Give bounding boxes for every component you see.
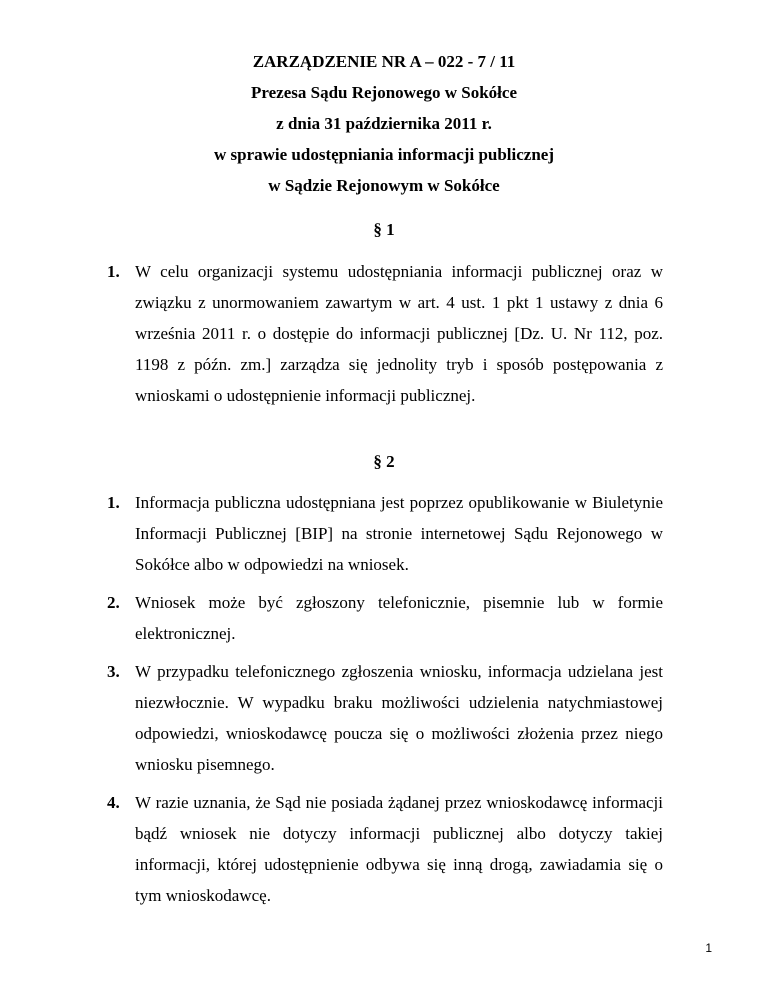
list-item	[107, 656, 663, 780]
item-number: 4.	[107, 793, 120, 812]
section-title: § 2	[373, 452, 395, 471]
list-item	[107, 256, 663, 411]
subject-line: w sprawie udostępniania informacji publicznej	[213, 145, 555, 164]
list-item	[107, 487, 663, 580]
item-text: W celu organizacji systemu udostępniania informacji publicznej oraz w związku z unormowaniem zawartym w art. 4 ust. 1 pkt 1 ustawy z dnia 6 września 2011 r. o dostępie do informacji publicznej [Dz. U. Nr 112, poz. 1198 z późn. zm.] zarządza się jednolity tryb i sposób postępowania z wnioskami o udostępnienie informacji publicznej.	[135, 262, 663, 405]
section-title: § 1	[373, 220, 395, 239]
list-item	[107, 787, 663, 911]
item-text: Informacja publiczna udostępniana jest poprzez opublikowanie w Biuletynie Informacji Publicznej [BIP] na stronie internetowej Sądu Rejonowego w Sokółce albo w odpowiedzi na wniosek.	[135, 493, 663, 574]
item-number: 1.	[107, 493, 120, 512]
ordinance-title: ZARZĄDZENIE NR A – 022 - 7 / 11	[252, 52, 516, 71]
document-header	[0, 46, 768, 201]
issuer-line: Prezesa Sądu Rejonowego w Sokółce	[251, 83, 517, 102]
subject-line-continued: w Sądzie Rejonowym w Sokółce	[268, 176, 500, 195]
item-number: 1.	[107, 262, 120, 281]
item-text: Wniosek może być zgłoszony telefonicznie, pisemnie lub w formie elektronicznej.	[135, 593, 663, 643]
item-text: W razie uznania, że Sąd nie posiada żądanej przez wnioskodawcę informacji bądź wniosek nie dotyczy informacji publicznej albo dotyczy takiej informacji, której udostępnienie odbywa się inną drogą, zawiadamia się o tym wnioskodawcę.	[135, 793, 663, 905]
page-number: 1	[705, 941, 712, 955]
item-text: W przypadku telefonicznego zgłoszenia wniosku, informacja udzielana jest niezwłocznie. W wypadku braku możliwości udzielenia natychmiastowej odpowiedzi, wnioskodawcę poucza się o możliwości złożenia przez niego wniosku pisemnego.	[135, 662, 663, 774]
section-1-items	[107, 256, 663, 418]
date-line: z dnia 31 października 2011 r.	[276, 114, 492, 133]
list-item	[107, 587, 663, 649]
section-2-items	[107, 487, 663, 918]
item-number: 2.	[107, 593, 120, 612]
item-number: 3.	[107, 662, 120, 681]
